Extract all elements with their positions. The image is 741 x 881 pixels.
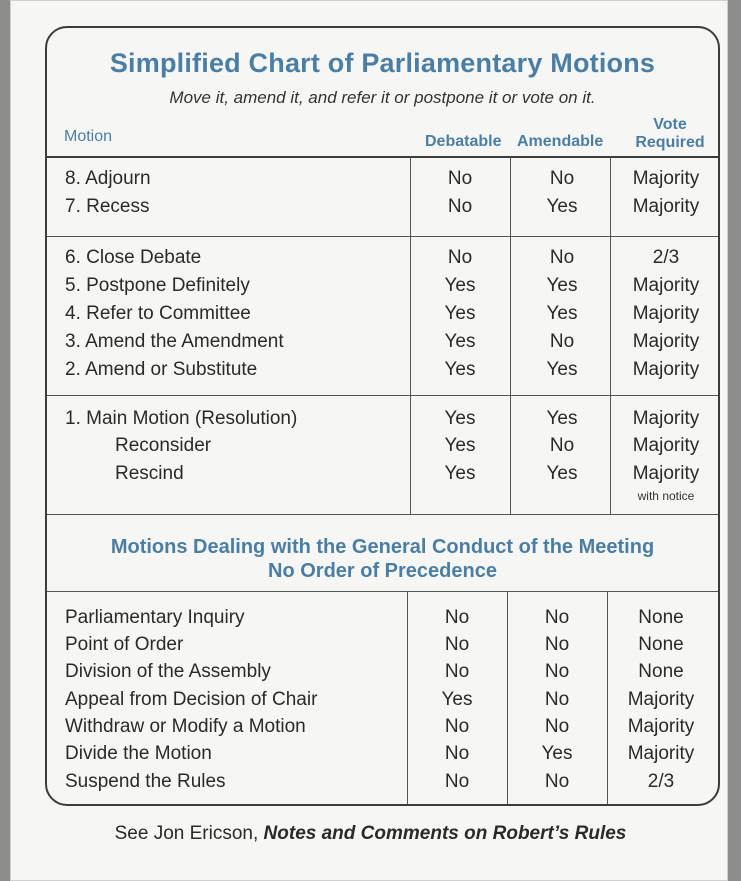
- vote-value: None: [638, 661, 684, 682]
- divider-group1: [47, 236, 718, 237]
- motion-name: Divide the Motion: [65, 743, 212, 764]
- vote-value: Majority: [632, 168, 700, 189]
- debatable-value: No: [444, 716, 470, 737]
- vote-value: Majority: [632, 435, 700, 456]
- table-row: [47, 303, 718, 331]
- amendable-value: No: [544, 689, 570, 710]
- amendable-value: Yes: [546, 408, 578, 429]
- debatable-value: Yes: [444, 435, 476, 456]
- motion-name: Withdraw or Modify a Motion: [65, 716, 306, 737]
- amendable-value: Yes: [546, 359, 578, 380]
- vote-value: Majority: [627, 743, 695, 764]
- table-row: [47, 463, 718, 491]
- header-vote-line2: Required: [635, 134, 705, 151]
- amendable-value: Yes: [546, 196, 578, 217]
- amendable-value: No: [549, 247, 575, 268]
- motion-name: 1. Main Motion (Resolution): [65, 408, 298, 429]
- paper: [10, 0, 728, 881]
- motion-name: Parliamentary Inquiry: [65, 607, 245, 628]
- table-row: [47, 743, 718, 771]
- motion-name: 3. Amend the Amendment: [65, 331, 284, 352]
- amendable-value: No: [549, 168, 575, 189]
- header-debatable: Debatable: [425, 133, 502, 150]
- section2-title-line2: No Order of Precedence: [268, 560, 497, 582]
- motion-name: 2. Amend or Substitute: [65, 359, 258, 380]
- amendable-value: Yes: [546, 303, 578, 324]
- debatable-value: Yes: [441, 689, 473, 710]
- debatable-value: No: [447, 168, 473, 189]
- table-row: [47, 359, 718, 387]
- vote-value: Majority: [632, 408, 700, 429]
- vote-value: Majority: [632, 275, 700, 296]
- debatable-value: Yes: [444, 408, 476, 429]
- table-row: [47, 196, 718, 224]
- motion-name: Appeal from Decision of Chair: [65, 689, 318, 710]
- table-row: [47, 275, 718, 303]
- chart-title: Simplified Chart of Parliamentary Motions: [109, 48, 656, 78]
- divider-header: [47, 156, 718, 158]
- motion-name: Division of the Assembly: [65, 661, 271, 682]
- table-row: [47, 689, 718, 717]
- amendable-value: No: [544, 661, 570, 682]
- section2-title-line1: Motions Dealing with the General Conduct of the Meeting: [110, 536, 655, 558]
- motion-name: Reconsider: [115, 435, 212, 456]
- table-row: [47, 634, 718, 662]
- table-row: [47, 331, 718, 359]
- amendable-value: No: [549, 435, 575, 456]
- vote-value: Majority: [632, 331, 700, 352]
- amendable-value: No: [544, 716, 570, 737]
- debatable-value: No: [447, 196, 473, 217]
- motion-name: Point of Order: [65, 634, 184, 655]
- debatable-value: Yes: [444, 463, 476, 484]
- amendable-value: No: [544, 634, 570, 655]
- debatable-value: No: [447, 247, 473, 268]
- section2-title: [47, 535, 718, 583]
- table-row: [47, 247, 718, 275]
- citation-book-title: Notes and Comments on Robert’s Rules: [263, 823, 627, 844]
- rescind-note: with notice: [637, 489, 695, 503]
- header-vote-required: [630, 116, 710, 152]
- motion-name: 7. Recess: [65, 196, 150, 217]
- table-row: [47, 771, 718, 799]
- chart-subtitle: Move it, amend it, and refer it or postpone it or vote on it.: [169, 88, 596, 107]
- header-vote-line1: Vote: [653, 116, 687, 133]
- vote-value: Majority: [632, 303, 700, 324]
- table-row: [47, 661, 718, 689]
- amendable-value: No: [544, 607, 570, 628]
- debatable-value: No: [444, 607, 470, 628]
- citation-prefix: See Jon Ericson,: [114, 823, 264, 844]
- motion-name: Suspend the Rules: [65, 771, 226, 792]
- debatable-value: No: [444, 743, 470, 764]
- divider-group3: [47, 514, 718, 515]
- vote-value: None: [638, 634, 684, 655]
- vote-value: 2/3: [652, 247, 680, 268]
- table-row: [47, 408, 718, 436]
- motion-name: Rescind: [115, 463, 184, 484]
- amendable-value: Yes: [541, 743, 573, 764]
- motion-name: 6. Close Debate: [65, 247, 202, 268]
- header-amendable: Amendable: [517, 133, 604, 150]
- header-motion: Motion: [64, 128, 113, 145]
- amendable-value: No: [544, 771, 570, 792]
- debatable-value: Yes: [444, 331, 476, 352]
- debatable-value: Yes: [444, 359, 476, 380]
- table-row: [47, 716, 718, 744]
- table-row: [47, 168, 718, 196]
- vote-value: None: [638, 607, 684, 628]
- table-row: [47, 607, 718, 635]
- motions-chart-card: [45, 26, 720, 806]
- divider-group2: [47, 395, 718, 396]
- debatable-value: Yes: [444, 275, 476, 296]
- debatable-value: No: [444, 634, 470, 655]
- motion-name: 8. Adjourn: [65, 168, 151, 189]
- debatable-value: No: [444, 661, 470, 682]
- table-row: [47, 435, 718, 463]
- vote-value: 2/3: [647, 771, 675, 792]
- vote-value: Majority: [627, 689, 695, 710]
- motion-name: 4. Refer to Committee: [65, 303, 251, 324]
- divider-section2: [47, 591, 718, 592]
- vote-value: Majority: [627, 716, 695, 737]
- amendable-value: Yes: [546, 275, 578, 296]
- debatable-value: Yes: [444, 303, 476, 324]
- vote-value: Majority: [632, 196, 700, 217]
- vote-value: Majority: [632, 359, 700, 380]
- debatable-value: No: [444, 771, 470, 792]
- amendable-value: No: [549, 331, 575, 352]
- motion-name: 5. Postpone Definitely: [65, 275, 250, 296]
- vote-value: Majority: [632, 463, 700, 484]
- amendable-value: Yes: [546, 463, 578, 484]
- citation-footer: [0, 823, 741, 845]
